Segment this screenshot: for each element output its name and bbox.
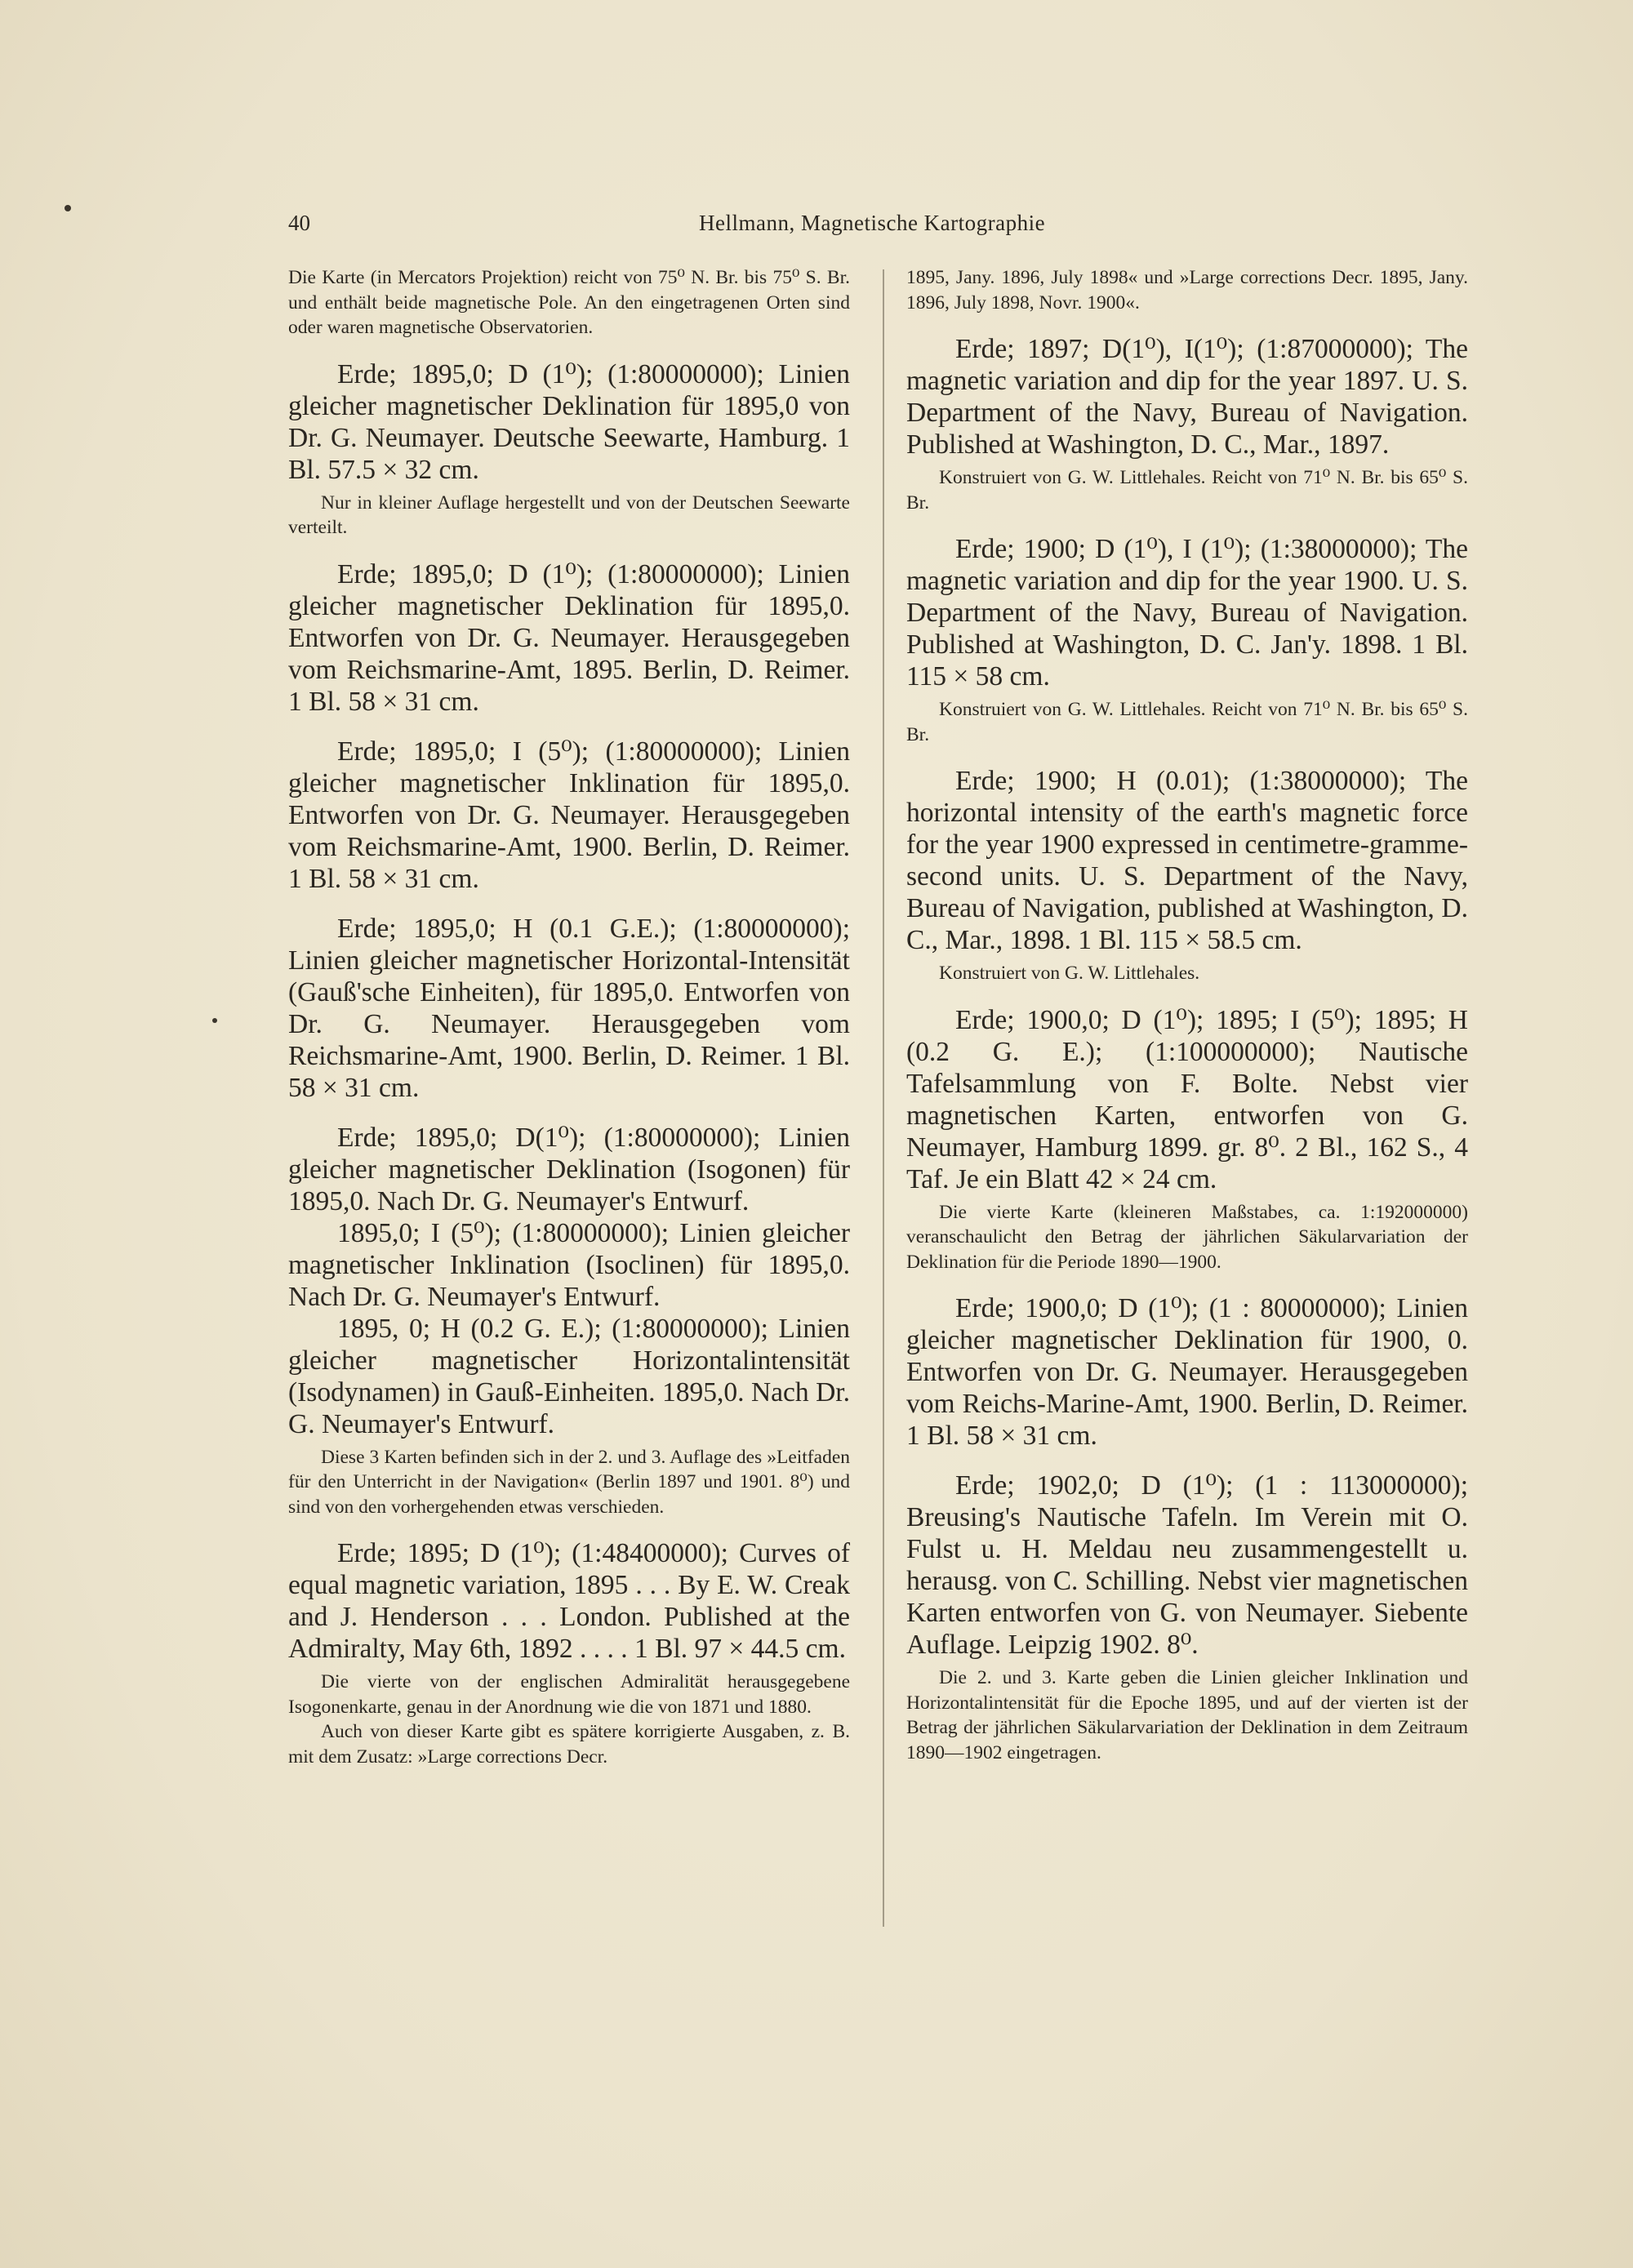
note-paragraph: Nur in kleiner Auflage hergestellt und von der Deutschen Seewarte verteilt. xyxy=(288,491,850,538)
column-divider xyxy=(883,269,884,1927)
note-paragraph: Konstruiert von G. W. Littlehales. xyxy=(939,963,1200,984)
catalog-entry: Erde; 1900; H (0.01); (1:38000000); The horizontal intensity of the earth's magnetic force for the year 1900 expressed in centimetre-gramme-second units. U. S. Department of the Navy, Bureau of Navigation, published at Washington, D. C., Mar., 1898. 1 Bl. 115 × 58.5 cm. xyxy=(906,766,1468,955)
note-paragraph: Die 2. und 3. Karte geben die Linien gleicher Inklination und Horizontalintensität für die Epoche 1895, und auf der vierten ist der Betrag der jährlichen Säkularvariation der Deklination in dem Zeitraum 1890—1902 eingetragen. xyxy=(906,1667,1468,1763)
note-paragraph: Diese 3 Karten befinden sich in der 2. und 3. Auflage des »Leitfaden für den Unterricht in der Navigation« (Berlin 1897 und 1901. 8⁰) und sind von den vorhergehenden etwas verschieden. xyxy=(288,1446,850,1518)
catalog-entry: Erde; 1900; D (1⁰), I (1⁰); (1:38000000); The magnetic variation and dip for the year 1900. U. S. Department of the Navy, Bureau of Navigation. Published at Washington, D. C. Jan'y. 1898. 1 Bl. 115 × 58 cm. xyxy=(906,534,1468,692)
catalog-entry: Erde; 1900,0; D (1⁰); (1 : 80000000); Linien gleicher magnetischer Deklination für 1900, 0. Entworfen von Dr. G. Neumayer. Herausgegeben vom Reichs-Marine-Amt, 1900. Berlin, D. Reimer. 1 Bl. 58 × 31 cm. xyxy=(906,1293,1468,1451)
note-paragraph: Konstruiert von G. W. Littlehales. Reicht von 71⁰ N. Br. bis 65⁰ S. Br. xyxy=(906,699,1468,745)
page-number: 40 xyxy=(288,211,310,235)
catalog-entry: Erde; 1895,0; D (1⁰); (1:80000000); Linien gleicher magnetischer Deklination für 1895,0 von Dr. G. Neumayer. Deutsche Seewarte, Hamburg. 1 Bl. 57.5 × 32 cm. xyxy=(288,358,850,485)
note-paragraph: Die vierte von der englischen Admiralität herausgegebene Isogonenkarte, genau in der Anordnung wie die von 1871 und 1880. xyxy=(288,1671,850,1718)
catalog-entry: Erde; 1902,0; D (1⁰); (1 : 113000000); Breusing's Nautische Tafeln. Im Verein mit O. Fulst u. H. Meldau neu zusammengestellt u. herausg. von C. Schilling. Nebst vier magnetischen Karten entworfen von G. von Neumayer. Siebente Auflage. Leipzig 1902. 8⁰. xyxy=(906,1470,1468,1660)
note-paragraph: Auch von dieser Karte gibt es spätere korrigierte Ausgaben, z. B. mit dem Zusatz: »Large corrections Decr. xyxy=(288,1721,850,1768)
left-column xyxy=(288,265,850,1769)
margin-speck xyxy=(65,205,71,211)
note-continuation: 1895, Jany. 1896, July 1898« und »Large corrections Decr. 1895, Jany. 1896, July 1898, Novr. 1900«. xyxy=(906,267,1468,314)
right-column xyxy=(906,265,1468,1765)
catalog-subentry: 1895, 0; H (0.2 G. E.); (1:80000000); Linien gleicher magnetischer Horizontalintensität (Isodynamen) in Gauß-Einheiten. 1895,0. Nach Dr. G. Neumayer's Entwurf. xyxy=(288,1313,850,1439)
note-paragraph: Konstruiert von G. W. Littlehales. Reicht von 71⁰ N. Br. bis 65⁰ S. Br. xyxy=(906,467,1468,514)
note-paragraph: Die vierte Karte (kleineren Maßstabes, ca. 1:192000000) veranschaulicht den Betrag der jährlichen Säkularvariation der Deklination für die Periode 1890—1900. xyxy=(906,1201,1468,1273)
catalog-entry: Erde; 1895,0; H (0.1 G.E.); (1:80000000); Linien gleicher magnetischer Horizontal-Intensität (Gauß'sche Einheiten), für 1895,0. Entworfen von Dr. G. Neumayer. Herausgegeben vom Reichsmarine-Amt, 1900. Berlin, D. Reimer. 1 Bl. 58 × 31 cm. xyxy=(288,913,850,1103)
catalog-entry: Erde; 1895; D (1⁰); (1:48400000); Curves of equal magnetic variation, 1895 . . . By E. W. Creak and J. Henderson . . . London. Published at the Admiralty, May 6th, 1892 . . . . 1 Bl. 97 × 44.5 cm. xyxy=(288,1538,850,1664)
running-title: Hellmann, Magnetische Kartographie xyxy=(699,211,1046,235)
catalog-entry: Erde; 1900,0; D (1⁰); 1895; I (5⁰); 1895; H (0.2 G. E.); (1:100000000); Nautische Tafelsammlung von F. Bolte. Nebst vier magnetischen Karten, entworfen von G. Neumayer, Hamburg 1899. gr. 8⁰. 2 Bl., 162 S., 4 Taf. Je ein Blatt 42 × 24 cm. xyxy=(906,1004,1468,1194)
margin-speck xyxy=(212,1018,217,1023)
catalog-entry: Erde; 1895,0; D (1⁰); (1:80000000); Linien gleicher magnetischer Deklination für 1895,0. Entworfen von Dr. G. Neumayer. Herausgegeben vom Reichsmarine-Amt, 1895. Berlin, D. Reimer. 1 Bl. 58 × 31 cm. xyxy=(288,558,850,717)
page-header xyxy=(288,211,1468,251)
note-paragraph: Die Karte (in Mercators Projektion) reicht von 75⁰ N. Br. bis 75⁰ S. Br. und enthält beide magnetische Pole. An den eingetragenen Orten sind oder waren magnetische Observatorien. xyxy=(288,267,850,338)
catalog-subentry: 1895,0; I (5⁰); (1:80000000); Linien gleicher magnetischer Inklination (Isoclinen) für 1895,0. Nach Dr. G. Neumayer's Entwurf. xyxy=(288,1217,850,1312)
catalog-entry: Erde; 1895,0; I (5⁰); (1:80000000); Linien gleicher magnetischer Inklination für 1895,0. Entworfen von Dr. G. Neumayer. Herausgegeben vom Reichsmarine-Amt, 1900. Berlin, D. Reimer. 1 Bl. 58 × 31 cm. xyxy=(288,736,850,894)
catalog-entry: Erde; 1897; D(1⁰), I(1⁰); (1:87000000); The magnetic variation and dip for the year 1897. U. S. Department of the Navy, Bureau of Navigation. Published at Washington, D. C., Mar., 1897. xyxy=(906,334,1468,460)
catalog-entry: Erde; 1895,0; D(1⁰); (1:80000000); Linien gleicher magnetischer Deklination (Isogonen) für 1895,0. Nach Dr. G. Neumayer's Entwurf. xyxy=(288,1122,850,1216)
